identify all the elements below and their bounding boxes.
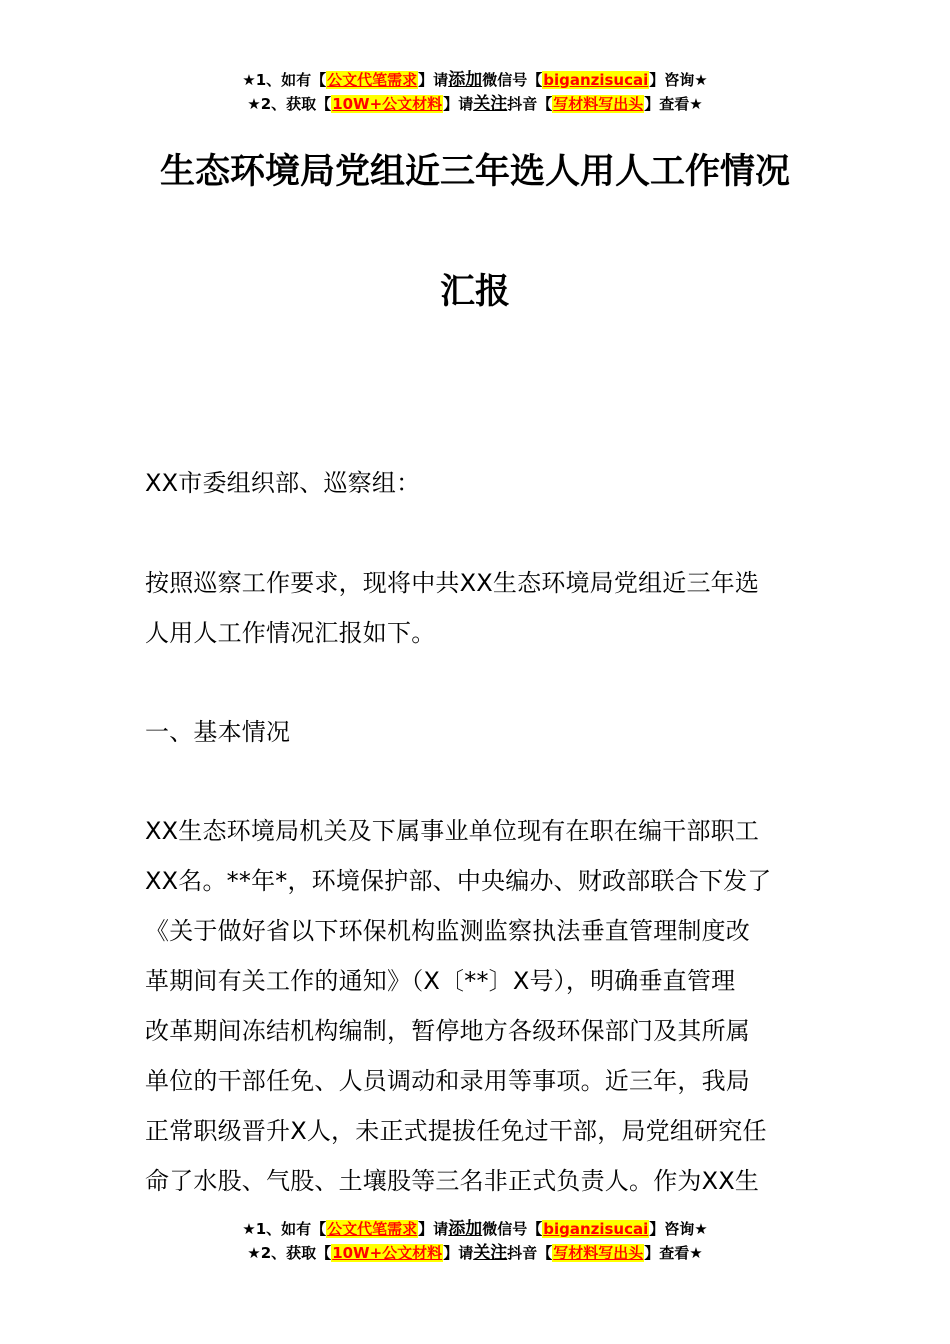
salutation: XX市委组织部、巡察组： <box>145 469 421 497</box>
paragraph-line: 改革期间冻结机构编制，暂停地方各级环保部门及其所属 <box>145 1017 750 1045</box>
banner-emphasis: 添加 <box>448 1219 483 1239</box>
banner-text: ★1、如有【 <box>242 71 327 89</box>
paragraph-line: 命了水股、气股、土壤股等三名非正式负责人。作为XX生 <box>145 1167 760 1195</box>
banner-text: 】咨询★ <box>649 1220 708 1238</box>
footer-banner <box>0 1217 950 1265</box>
banner-emphasis: 关注 <box>473 94 508 114</box>
header-banner <box>0 68 950 116</box>
paragraph-line: 革期间有关工作的通知》（X〔**〕X号），明确垂直管理 <box>145 967 736 995</box>
banner-line-2 <box>0 1241 950 1265</box>
paragraph-line: 正常职级晋升X人，未正式提拔任免过干部，局党组研究任 <box>145 1117 767 1145</box>
banner-text: 】请 <box>418 71 449 89</box>
banner-text: 抖音【 <box>507 1244 553 1262</box>
intro-paragraph <box>145 558 810 658</box>
section-paragraph <box>145 806 810 1206</box>
document-title-line-1: 生态环境局党组近三年选人用人工作情况 <box>159 152 790 192</box>
banner-highlight: 公文代笔需求 <box>327 1220 418 1238</box>
banner-highlight: 写材料写出头 <box>553 95 644 113</box>
banner-line-1 <box>0 68 950 92</box>
banner-highlight: biganzisucai <box>543 71 649 89</box>
banner-text: 】咨询★ <box>649 71 708 89</box>
banner-text: 微信号【 <box>482 1220 543 1238</box>
banner-text: ★2、获取【 <box>247 1244 332 1262</box>
banner-text: ★1、如有【 <box>242 1220 327 1238</box>
paragraph-line: XX生态环境局机关及下属事业单位现有在职在编干部职工 <box>145 817 760 845</box>
banner-text: 】请 <box>443 1244 474 1262</box>
banner-text: 】查看★ <box>644 95 703 113</box>
paragraph-line: 单位的干部任免、人员调动和录用等事项。近三年，我局 <box>145 1067 750 1095</box>
banner-text: 】查看★ <box>644 1244 703 1262</box>
banner-highlight: biganzisucai <box>543 1220 649 1238</box>
banner-text: ★2、获取【 <box>247 95 332 113</box>
intro-line: 按照巡察工作要求，现将中共XX生态环境局党组近三年选 <box>145 569 760 597</box>
intro-line: 人用人工作情况汇报如下。 <box>145 619 436 647</box>
paragraph-line: 《关于做好省以下环保机构监测监察执法垂直管理制度改 <box>145 917 750 945</box>
banner-line-2 <box>0 92 950 116</box>
banner-emphasis: 添加 <box>448 70 483 90</box>
banner-text: 抖音【 <box>507 95 553 113</box>
banner-highlight: 公文代笔需求 <box>327 71 418 89</box>
section-heading: 一、基本情况 <box>145 718 291 746</box>
banner-text: 微信号【 <box>482 71 543 89</box>
banner-line-1 <box>0 1217 950 1241</box>
banner-highlight: 写材料写出头 <box>553 1244 644 1262</box>
banner-highlight: 10W+公文材料 <box>332 95 443 113</box>
banner-text: 】请 <box>443 95 474 113</box>
document-title-line-2: 汇报 <box>439 272 510 312</box>
paragraph-line: XX名。**年*，环境保护部、中央编办、财政部联合下发了 <box>145 867 772 895</box>
banner-highlight: 10W+公文材料 <box>332 1244 443 1262</box>
banner-emphasis: 关注 <box>473 1243 508 1263</box>
banner-text: 】请 <box>418 1220 449 1238</box>
